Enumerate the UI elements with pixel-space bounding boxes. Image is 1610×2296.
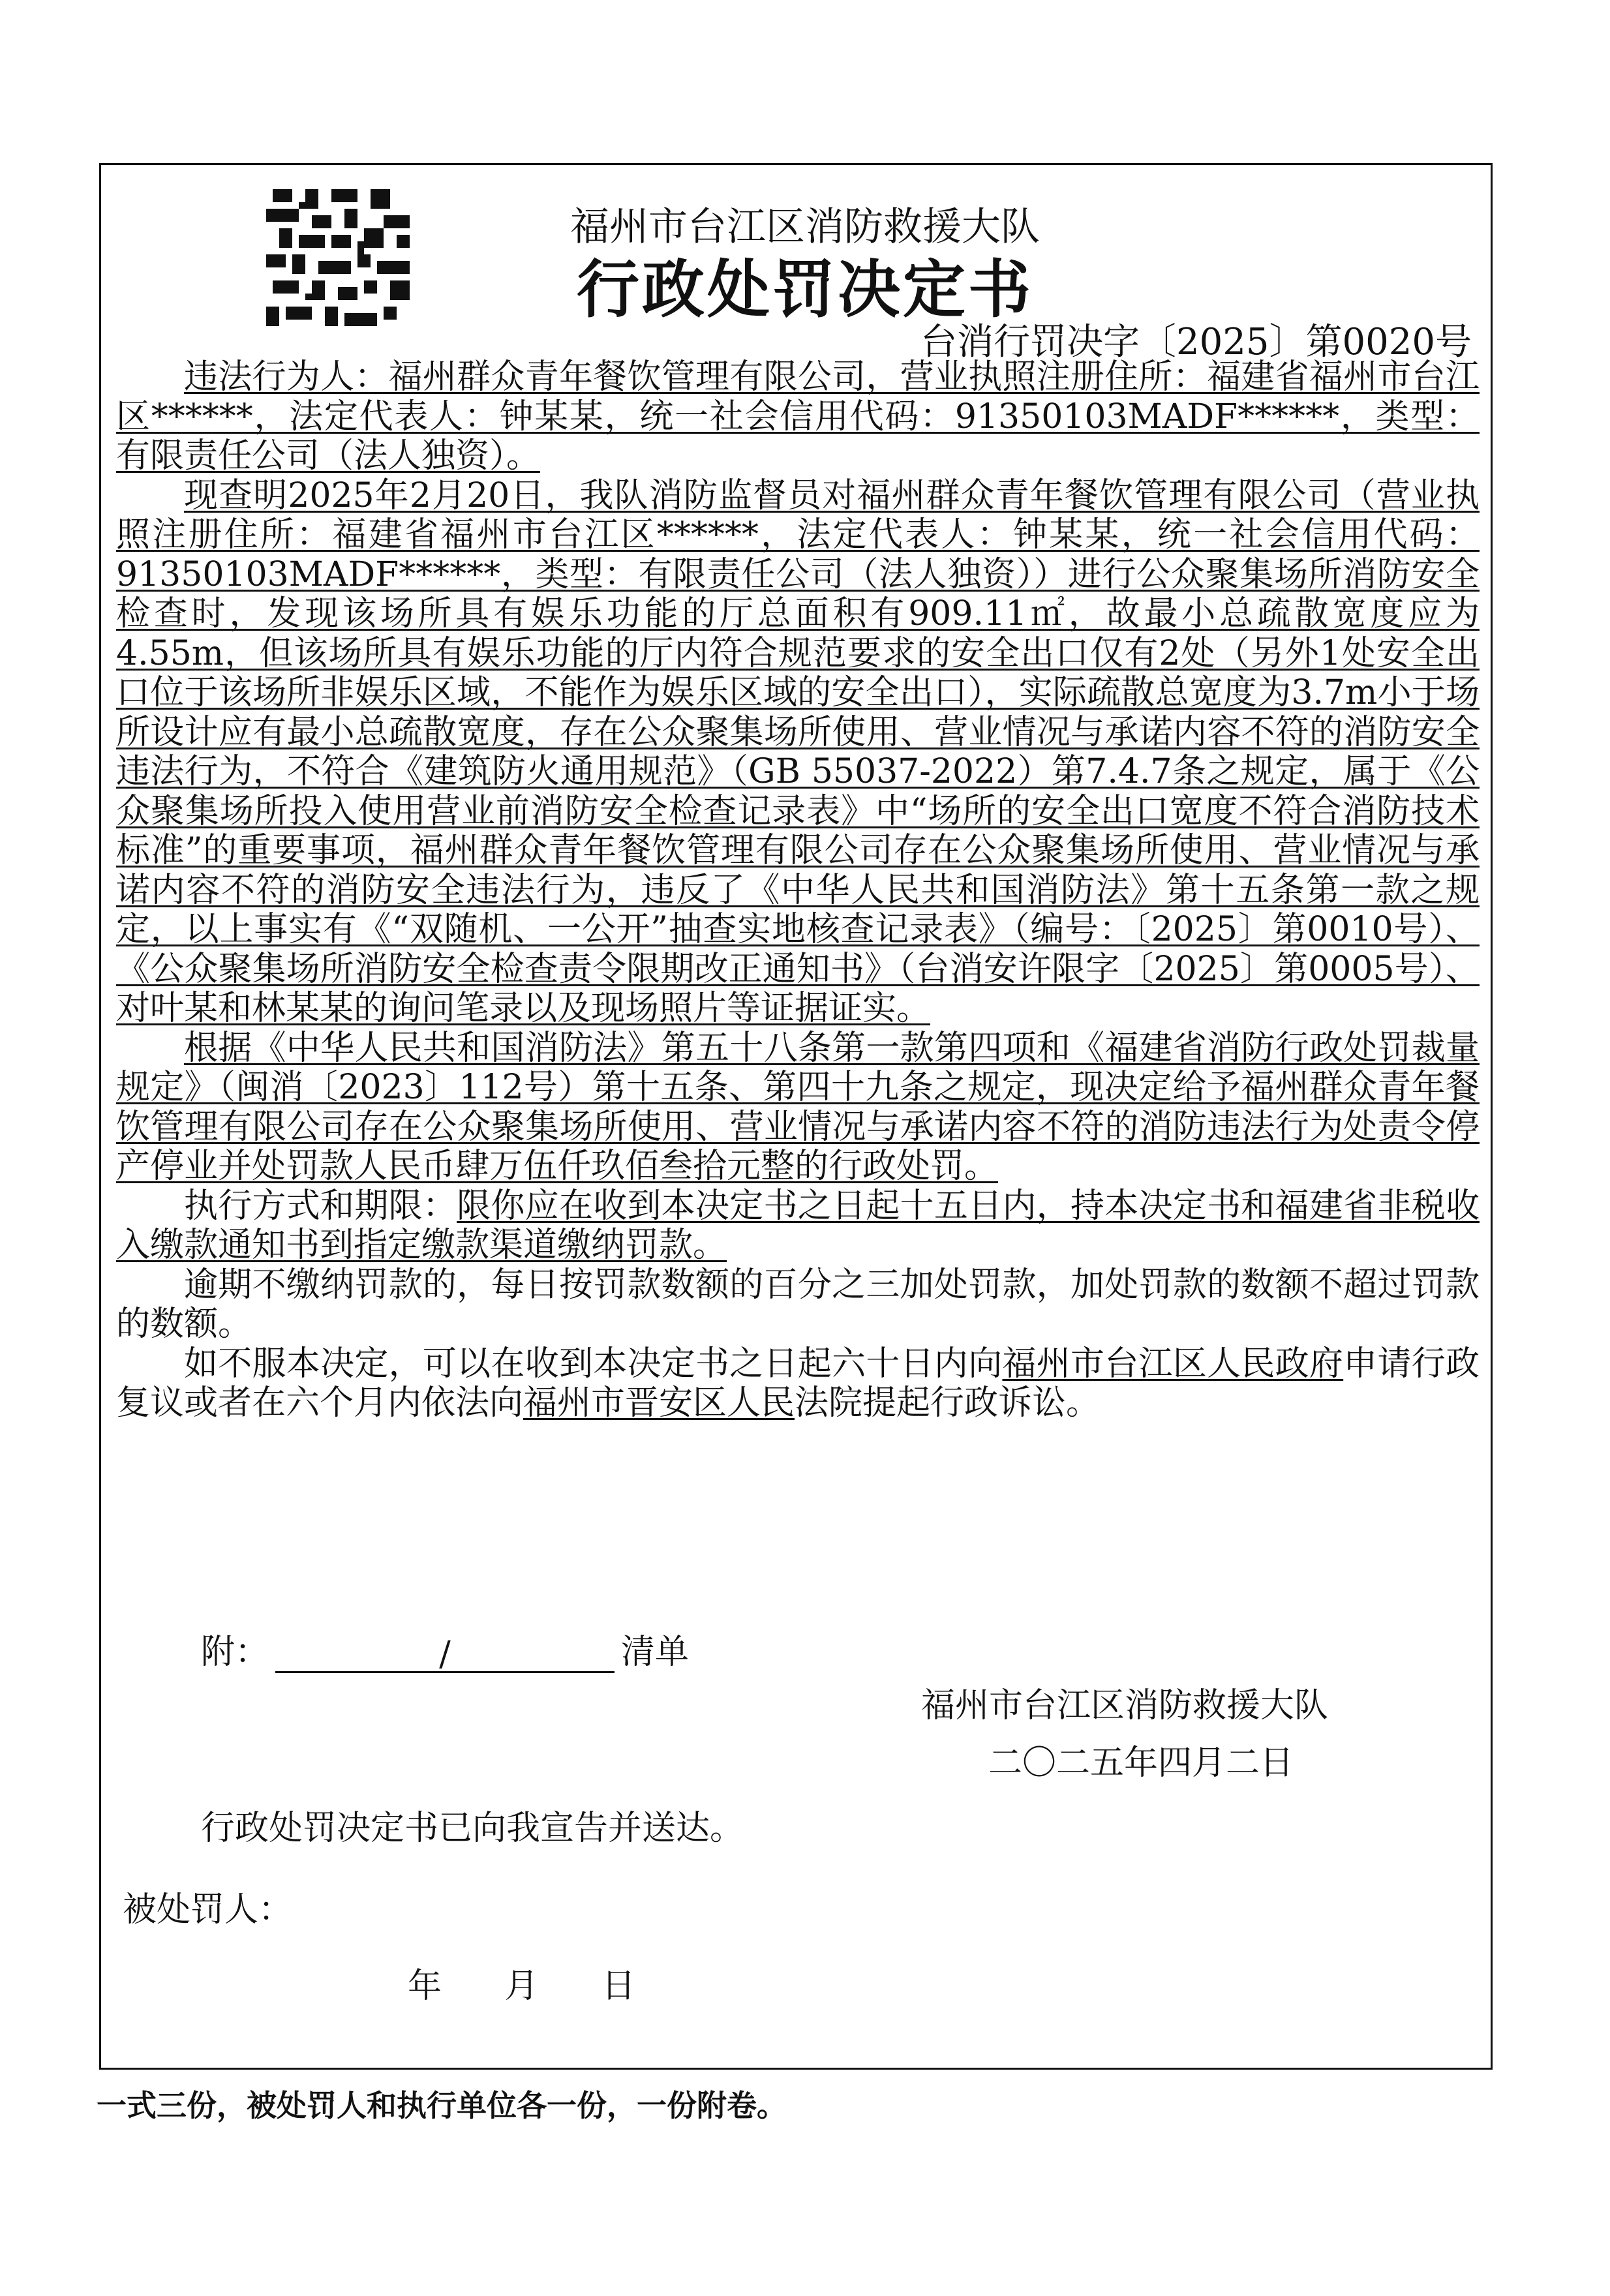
attachment-suffix: 清单 — [621, 1633, 690, 1672]
review-authority: 福州市台江区人民政府 — [1002, 1344, 1344, 1383]
document-number: 台消行罚决字〔2025〕第0020号 — [920, 321, 1472, 363]
court-name: 福州市晋安区人民 — [523, 1383, 795, 1423]
offender-info: 违法行为人：福州群众青年餐饮管理有限公司，营业执照注册住所：福建省福州市台江区******，法定代表人：钟某某，统一社会信用代码：91350103MADF******，类型：有限责任公司（法人独资）。 — [116, 357, 1480, 476]
appeal-text-b: 申请行政复议或者在六个月内依法向 — [116, 1344, 1480, 1423]
receipt-date-blanks — [408, 1958, 635, 2007]
decision-body — [116, 357, 1480, 1423]
offender-paragraph — [116, 357, 1480, 476]
signature-org: 福州市台江区消防救援大队 — [921, 1686, 1329, 1725]
appeal-text-a: 如不服本决定，可以在收到本决定书之日起六十日内向 — [184, 1344, 1003, 1383]
execution-text: 限你应在收到本决定书之日起十五日内，持本决定书和福建省非税收入缴款通知书到指定缴款渠道缴纳罚款。 — [116, 1186, 1480, 1265]
overdue-paragraph — [116, 1265, 1480, 1344]
attachment-row — [201, 1624, 689, 1673]
decision-paragraph — [116, 1029, 1480, 1186]
facts-paragraph — [116, 476, 1480, 1029]
appeal-text-c: 法院提起行政诉讼。 — [795, 1383, 1101, 1423]
attachment-blank: / — [275, 1635, 615, 1673]
signature-date: 二〇二五年四月二日 — [988, 1744, 1294, 1783]
issuing-authority-title: 福州市台江区消防救援大队 — [570, 204, 1040, 250]
appeal-paragraph — [116, 1344, 1480, 1423]
recipient-label: 被处罚人： — [123, 1890, 293, 1929]
execution-paragraph — [116, 1186, 1480, 1265]
year-label: 年 — [408, 1967, 442, 2006]
day-label: 日 — [601, 1967, 636, 2006]
copies-footnote: 一式三份，被处罚人和执行单位各一份，一份附卷。 — [97, 2088, 787, 2123]
overdue-text: 逾期不缴纳罚款的，每日按罚款数额的百分之三加处罚款，加处罚款的数额不超过罚款的数额。 — [116, 1265, 1480, 1344]
decision-text: 根据《中华人民共和国消防法》第五十八条第一款第四项和《福建省消防行政处罚裁量规定》（闽消〔2023〕112号）第十五条、第四十九条之规定，现决定给予福州群众青年餐饮管理有限公司存在公众聚集场所使用、营业情况与承诺内容不符的消防违法行为处责令停产停业并处罚款人民币肆万伍仟玖佰叁拾元整的行政处罚。 — [116, 1028, 1480, 1186]
attachment-label: 附： — [201, 1633, 269, 1672]
document-title: 行政处罚决定书 — [577, 252, 1033, 326]
service-notice: 行政处罚决定书已向我宣告并送达。 — [201, 1809, 744, 1848]
facts-text: 现查明2025年2月20日，我队消防监督员对福州群众青年餐饮管理有限公司（营业执照注册住所：福建省福州市台江区******，法定代表人：钟某某，统一社会信用代码：91350103MADF******，类型：有限责任公司（法人独资））进行公众聚集场所消防安全检查时，发现该场所具有娱乐功能的厅总面积有909.11㎡，故最小总疏散宽度应为4.55m，但该场所具有娱乐功能的厅内符合规范要求的安全出口仅有2处（另外1处安全出口位于该场所非娱乐区域，不能作为娱乐区域的安全出口），实际疏散总宽度为3.7m小于场所设计应有最小总疏散宽度，存在公众聚集场所使用、营业情况与承诺内容不符的消防安全违法行为，不符合《建筑防火通用规范》（GB 55037-2022）第7.4.7条之规定，属于《公众聚集场所投入使用营业前消防安全检查记录表》中“场所的安全出口宽度不符合消防技术标准”的重要事项，福州群众青年餐饮管理有限公司存在公众聚集场所使用、营业情况与承诺内容不符的消防安全违法行为，违反了《中华人民共和国消防法》第十五条第一款之规定，以上事实有《“双随机、一公开”抽查实地核查记录表》（编号：〔2025〕第0010号）、《公众聚集场所消防安全检查责令限期改正通知书》（台消安许限字〔2025〕第0005号）、对叶某和林某某的询问笔录以及现场照片等证据证实。 — [116, 476, 1480, 1028]
month-label: 月 — [504, 1967, 539, 2006]
execution-label: 执行方式和期限： — [184, 1186, 457, 1226]
